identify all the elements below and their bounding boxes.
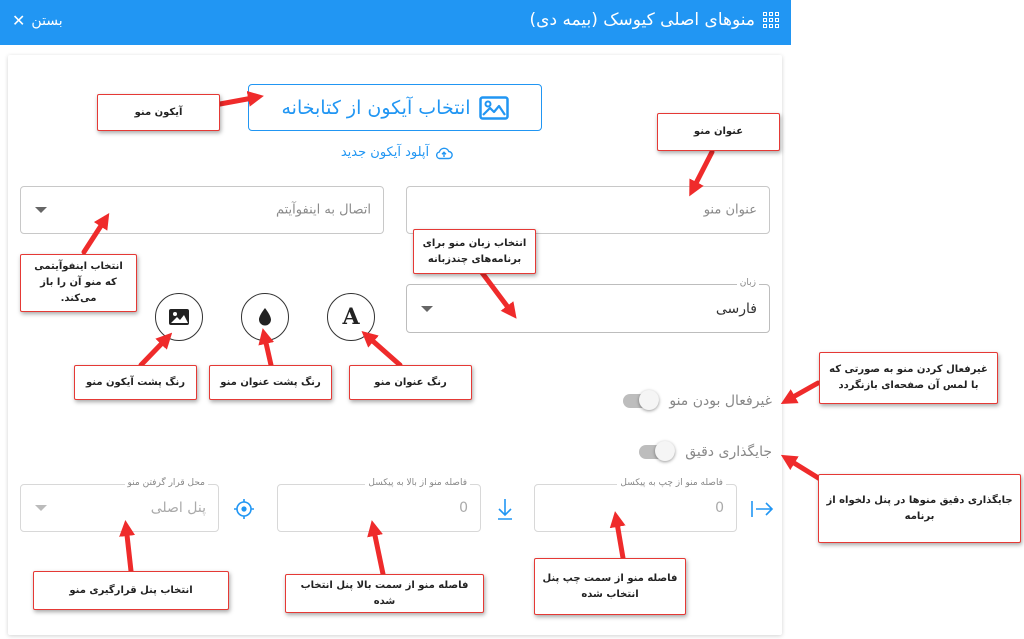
annotation-left-offset: فاصله منو از سمت چپ پنل انتخاب شده [534,558,686,615]
infoitem-select[interactable] [20,186,384,234]
disable-menu-toggle-row [623,393,772,409]
left-offset-input[interactable] [534,478,737,532]
disable-menu-label: غیرفعال بودن منو [669,393,772,409]
align-top-arrow-icon [496,497,514,525]
title-color-button[interactable] [327,293,375,341]
top-offset-input[interactable] [277,478,481,532]
annotation-panel: انتخاب پنل قرارگیری منو [33,571,229,610]
close-icon: ✕ [12,11,26,30]
annotation-title-color: رنگ عنوان منو [349,365,472,400]
annotation-top-offset: فاصله منو از سمت بالا پنل انتخاب شده [285,574,484,613]
infoitem-placeholder: اتصال به اینفوآیتم [275,202,371,218]
exact-placement-switch[interactable] [639,445,675,459]
left-offset-label: فاصله منو از چپ به پیکسل [617,478,726,488]
align-left-arrow-icon [750,499,774,523]
annotation-title-background-color: رنگ پشت عنوان منو [209,365,332,400]
cloud-upload-icon [435,146,453,160]
menu-title-placeholder: عنوان منو [703,202,757,218]
annotation-menu-icon: آیکون منو [97,94,220,131]
chevron-down-icon [35,505,47,511]
top-offset-label: فاصله منو از بالا به پیکسل [365,478,470,488]
annotation-exact-placement: جایگذاری دقیق منوها در پنل دلخواه از برنامه [818,474,1021,543]
image-icon [168,308,190,326]
menu-title-input[interactable] [406,186,770,234]
chevron-down-icon [35,207,47,213]
upload-new-icon-link[interactable] [332,145,462,160]
close-label: بستن [31,13,63,29]
text-color-icon: A [342,304,360,330]
top-offset-value: 0 [459,500,468,516]
panel-select[interactable] [20,478,219,532]
switch-knob [655,441,675,461]
color-drop-icon [257,307,273,327]
select-icon-from-library-button[interactable] [248,84,542,131]
language-select[interactable] [406,278,770,333]
left-offset-value: 0 [715,500,724,516]
panel-label: محل قرار گرفتن منو [125,478,208,488]
icon-background-color-button[interactable] [155,293,203,341]
language-label: زبان [737,278,759,288]
exact-placement-label: جایگذاری دقیق [685,444,772,460]
dialog-header [0,0,791,45]
crosshair-icon[interactable] [233,498,255,524]
dialog-title-text: منوهای اصلی کیوسک (بیمه دی) [529,10,755,30]
annotation-language: انتخاب زبان منو برای برنامه‌های چندزبانه [413,229,536,274]
image-icon [479,96,509,120]
annotation-infoitem: انتخاب اینفوآیتمی که منو آن را باز می‌کند. [20,254,137,312]
annotation-menu-title: عنوان منو [657,113,780,151]
switch-knob [639,390,659,410]
library-button-label: انتخاب آیکون از کتابخانه [281,96,471,119]
annotation-icon-background-color: رنگ پشت آیکون منو [74,365,197,400]
close-button[interactable] [12,13,63,29]
panel-value: پنل اصلی [150,500,206,516]
annotation-disable-menu: غیرفعال کردن منو به صورتی که با لمس آن صفحه‌ای بازنگردد [819,352,998,404]
exact-placement-toggle-row [639,444,772,460]
title-background-color-button[interactable] [241,293,289,341]
disable-menu-switch[interactable] [623,394,659,408]
upload-link-label: آپلود آیکون جدید [340,145,430,160]
apps-grid-icon [763,12,779,28]
language-value: فارسی [715,300,757,317]
chevron-down-icon [421,306,433,312]
dialog-title [530,10,779,30]
